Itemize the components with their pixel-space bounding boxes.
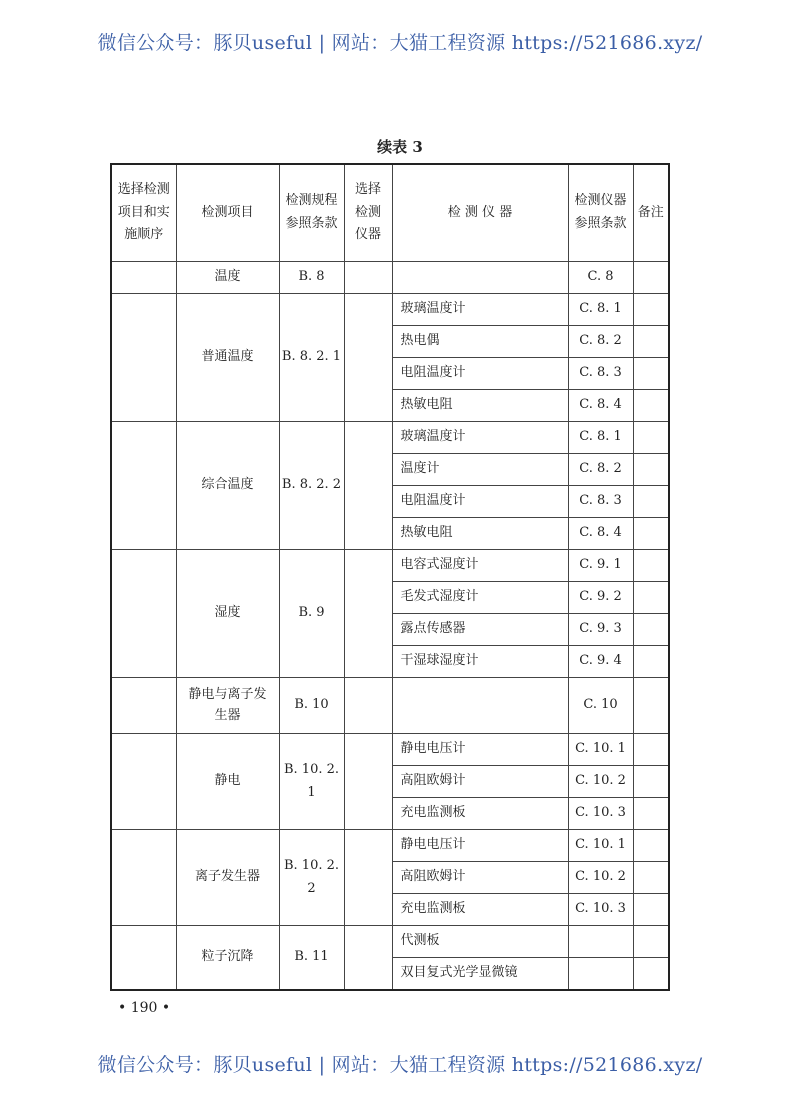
select-instrument-cell <box>344 262 392 294</box>
procedure-ref: B. 8. 2. 1 <box>279 294 344 422</box>
instrument-ref: C. 8. 1 <box>568 422 633 454</box>
select-instrument-cell <box>344 550 392 678</box>
remarks-cell <box>633 798 669 830</box>
remarks-cell <box>633 766 669 798</box>
remarks-cell <box>633 582 669 614</box>
remarks-cell <box>633 454 669 486</box>
instrument-name: 静电电压计 <box>392 734 568 766</box>
instrument-name <box>392 262 568 294</box>
instrument-ref: C. 10. 1 <box>568 734 633 766</box>
instrument-name: 玻璃温度计 <box>392 294 568 326</box>
table-row <box>111 678 669 734</box>
order-cell <box>111 734 176 830</box>
remarks-cell <box>633 958 669 991</box>
order-cell <box>111 830 176 926</box>
test-item: 湿度 <box>176 550 279 678</box>
instrument-ref: C. 8. 1 <box>568 294 633 326</box>
select-instrument-cell <box>344 830 392 926</box>
select-instrument-cell <box>344 294 392 422</box>
table-row <box>111 550 669 582</box>
test-item: 普通温度 <box>176 294 279 422</box>
table-row <box>111 926 669 958</box>
instrument-name: 温度计 <box>392 454 568 486</box>
instrument-ref: C. 10. 1 <box>568 830 633 862</box>
instrument-name: 充电监测板 <box>392 894 568 926</box>
header-item: 检测项目 <box>176 164 279 262</box>
procedure-ref: B. 11 <box>279 926 344 991</box>
instrument-name: 电阻温度计 <box>392 358 568 390</box>
instrument-name: 热电偶 <box>392 326 568 358</box>
remarks-cell <box>633 358 669 390</box>
header-remarks: 备注 <box>633 164 669 262</box>
instrument-name: 热敏电阻 <box>392 390 568 422</box>
instrument-name: 充电监测板 <box>392 798 568 830</box>
instrument-ref: C. 8 <box>568 262 633 294</box>
header-row <box>111 164 669 262</box>
test-item: 温度 <box>176 262 279 294</box>
instrument-ref: C. 10. 3 <box>568 894 633 926</box>
instrument-name: 高阻欧姆计 <box>392 766 568 798</box>
order-cell <box>111 926 176 991</box>
instrument-ref: C. 9. 3 <box>568 614 633 646</box>
select-instrument-cell <box>344 926 392 991</box>
header-order: 选择检测项目和实施顺序 <box>111 164 176 262</box>
order-cell <box>111 294 176 422</box>
test-item: 静电 <box>176 734 279 830</box>
order-cell <box>111 678 176 734</box>
remarks-cell <box>633 422 669 454</box>
table-row <box>111 294 669 326</box>
instrument-ref: C. 8. 2 <box>568 454 633 486</box>
procedure-ref: B. 8. 2. 2 <box>279 422 344 550</box>
remarks-cell <box>633 614 669 646</box>
instrument-name: 热敏电阻 <box>392 518 568 550</box>
instrument-ref: C. 10. 2 <box>568 766 633 798</box>
order-cell <box>111 262 176 294</box>
instrument-name: 干湿球湿度计 <box>392 646 568 678</box>
instrument-ref: C. 8. 3 <box>568 358 633 390</box>
remarks-cell <box>633 646 669 678</box>
test-item: 粒子沉降 <box>176 926 279 991</box>
select-instrument-cell <box>344 734 392 830</box>
instrument-ref: C. 8. 4 <box>568 390 633 422</box>
watermark-top: 微信公众号：豚贝useful | 网站：大猫工程资源 https://521686.xyz/ <box>97 32 703 54</box>
procedure-ref: B. 10 <box>279 678 344 734</box>
remarks-cell <box>633 486 669 518</box>
instrument-name <box>392 678 568 734</box>
header-instrument-ref: 检测仪器参照条款 <box>568 164 633 262</box>
instrument-ref: C. 8. 2 <box>568 326 633 358</box>
instrument-ref: C. 9. 2 <box>568 582 633 614</box>
instrument-name: 双目复式光学显微镜 <box>392 958 568 991</box>
remarks-cell <box>633 862 669 894</box>
instrument-name: 高阻欧姆计 <box>392 862 568 894</box>
instrument-name: 电容式湿度计 <box>392 550 568 582</box>
instrument-ref: C. 10 <box>568 678 633 734</box>
remarks-cell <box>633 926 669 958</box>
remarks-cell <box>633 518 669 550</box>
instrument-ref <box>568 926 633 958</box>
instrument-name: 电阻温度计 <box>392 486 568 518</box>
remarks-cell <box>633 678 669 734</box>
remarks-cell <box>633 550 669 582</box>
remarks-cell <box>633 326 669 358</box>
select-instrument-cell <box>344 422 392 550</box>
table-row <box>111 734 669 766</box>
header-instrument: 检 测 仪 器 <box>392 164 568 262</box>
table-body <box>111 262 669 991</box>
procedure-ref: B. 8 <box>279 262 344 294</box>
instrument-ref: C. 8. 4 <box>568 518 633 550</box>
instrument-ref: C. 9. 1 <box>568 550 633 582</box>
remarks-cell <box>633 294 669 326</box>
instrument-name: 代测板 <box>392 926 568 958</box>
procedure-ref: B. 10. 2. 2 <box>279 830 344 926</box>
remarks-cell <box>633 390 669 422</box>
instrument-name: 静电电压计 <box>392 830 568 862</box>
page-number: • 190 • <box>118 1000 171 1016</box>
procedure-ref: B. 9 <box>279 550 344 678</box>
select-instrument-cell <box>344 678 392 734</box>
table-title: 续表 3 <box>377 138 423 156</box>
instrument-ref: C. 10. 3 <box>568 798 633 830</box>
table-row <box>111 830 669 862</box>
instrument-name: 毛发式湿度计 <box>392 582 568 614</box>
table-row <box>111 262 669 294</box>
remarks-cell <box>633 830 669 862</box>
remarks-cell <box>633 262 669 294</box>
instrument-name: 露点传感器 <box>392 614 568 646</box>
header-procedure-ref: 检测规程参照条款 <box>279 164 344 262</box>
table-row <box>111 422 669 454</box>
instrument-ref <box>568 958 633 991</box>
instrument-ref: C. 10. 2 <box>568 862 633 894</box>
header-select-instrument: 选择检测仪器 <box>344 164 392 262</box>
order-cell <box>111 422 176 550</box>
test-item: 静电与离子发生器 <box>176 678 279 734</box>
test-item: 离子发生器 <box>176 830 279 926</box>
inspection-table <box>110 163 670 991</box>
procedure-ref: B. 10. 2. 1 <box>279 734 344 830</box>
instrument-ref: C. 9. 4 <box>568 646 633 678</box>
test-item: 综合温度 <box>176 422 279 550</box>
remarks-cell <box>633 894 669 926</box>
watermark-bottom: 微信公众号：豚贝useful | 网站：大猫工程资源 https://521686.xyz/ <box>97 1054 703 1076</box>
remarks-cell <box>633 734 669 766</box>
instrument-ref: C. 8. 3 <box>568 486 633 518</box>
order-cell <box>111 550 176 678</box>
instrument-name: 玻璃温度计 <box>392 422 568 454</box>
